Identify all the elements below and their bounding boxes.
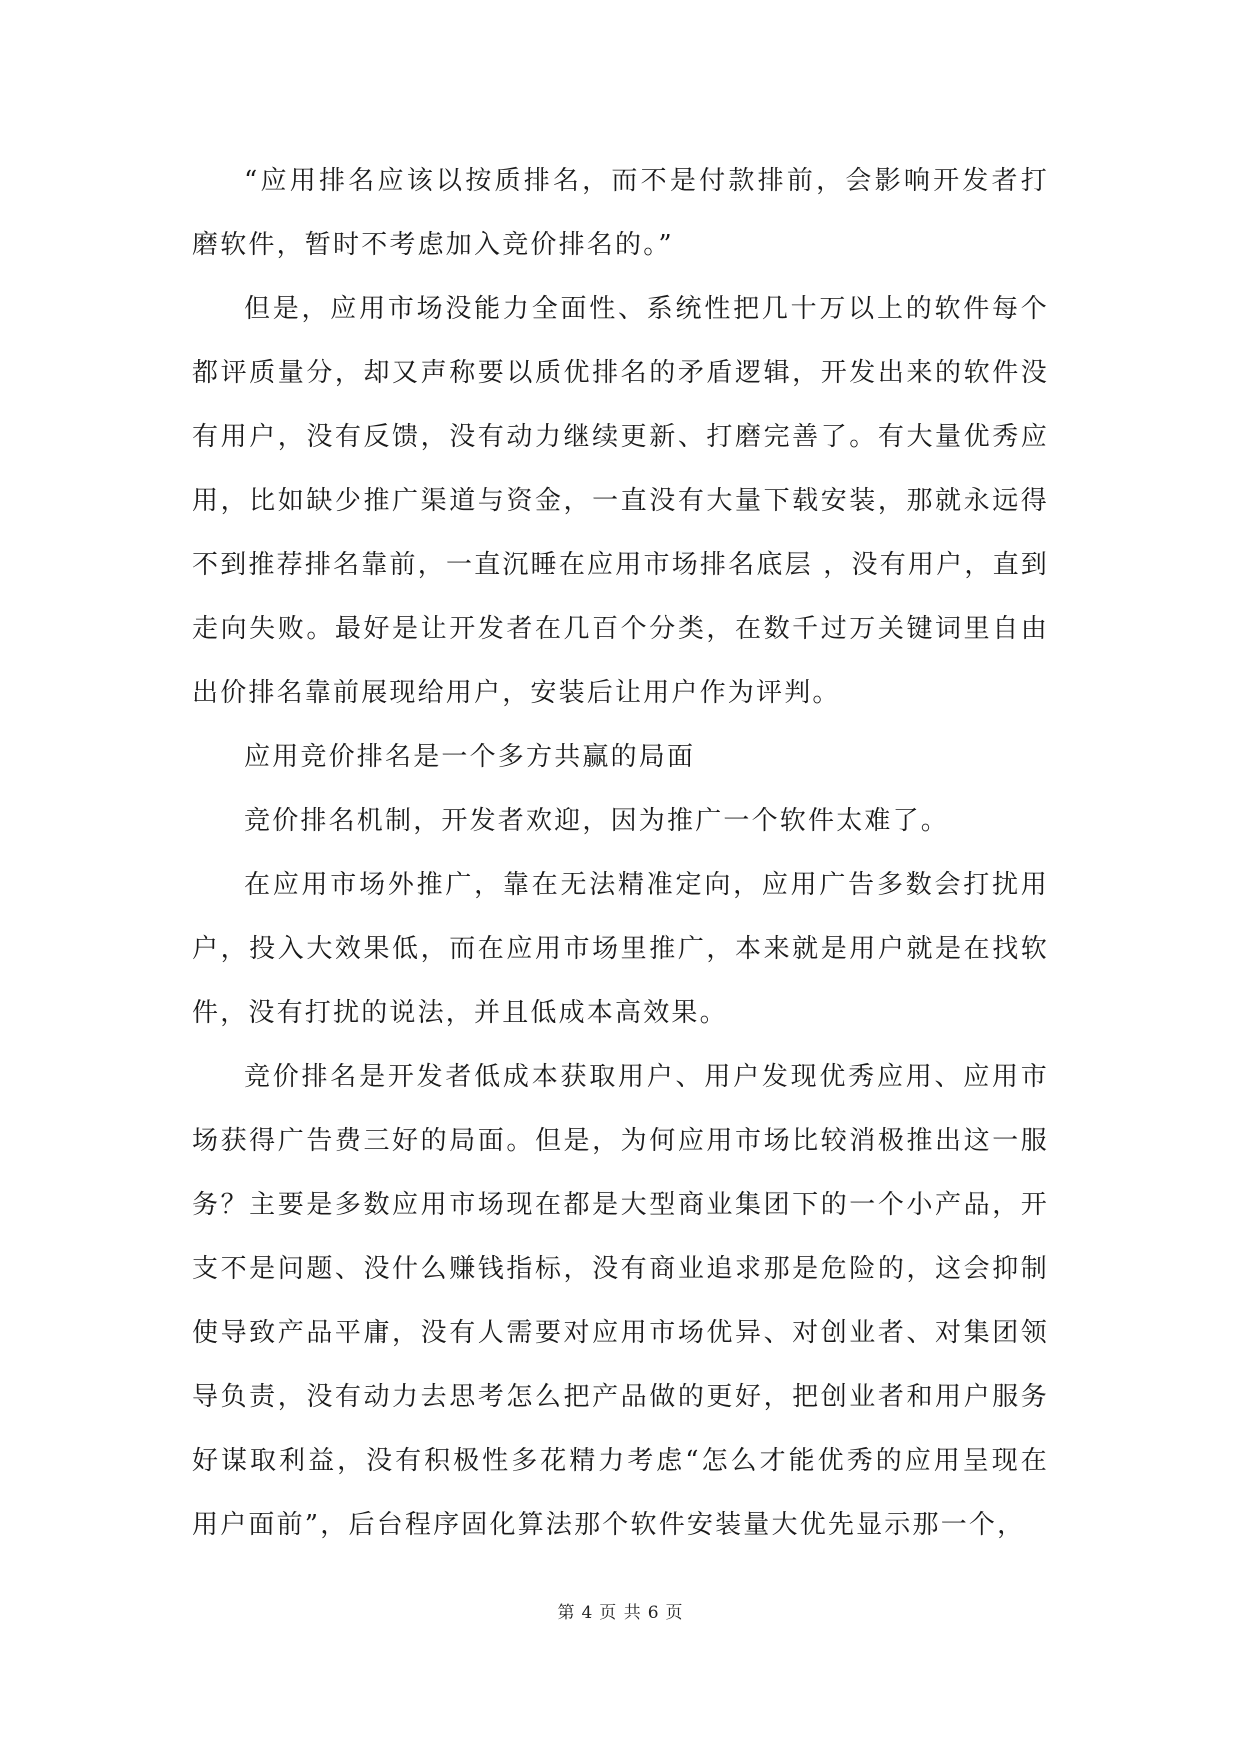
page-footer xyxy=(0,1598,1241,1623)
paragraph: 但是，应用市场没能力全面性、系统性把几十万以上的软件每个都评质量分，却又声称要以质优排名的矛盾逻辑，开发出来的软件没有用户，没有反馈，没有动力继续更新、打磨完善了。有大量优秀应用，比如缺少推广渠道与资金，一直没有大量下载安装，那就永远得不到推荐排名靠前，一直沉睡在应用市场排名底层 ，没有用户，直到走向失败。最好是让开发者在几百个分类，在数千过万关键词里自由出价排名靠前展现给用户，安装后让用户作为评判。 xyxy=(192,294,1049,708)
paragraph: 竞价排名是开发者低成本获取用户、用户发现优秀应用、应用市场获得广告费三好的局面。但是，为何应用市场比较消极推出这一服务？主要是多数应用市场现在都是大型商业集团下的一个小产品，开支不是问题、没什么赚钱指标，没有商业追求那是危险的，这会抑制使导致产品平庸，没有人需要对应用市场优异、对创业者、对集团领导负责，没有动力去思考怎么把产品做的更好，把创业者和用户服务好谋取利益，没有积极性多花精力考虑“怎么才能优秀的应用呈现在用户面前”，后台程序固化算法那个软件安装量大优先显示那一个， xyxy=(192,1062,1049,1540)
footer-middle: 页 共 xyxy=(599,1603,642,1623)
document-body xyxy=(192,149,1049,1557)
paragraph: “应用排名应该以按质排名，而不是付款排前，会影响开发者打磨软件，暂时不考虑加入竞价排名的。” xyxy=(192,166,1049,260)
paragraph: 在应用市场外推广，靠在无法精准定向，应用广告多数会打扰用户，投入大效果低，而在应用市场里推广，本来就是用户就是在找软件，没有打扰的说法，并且低成本高效果。 xyxy=(192,870,1049,1028)
footer-prefix: 第 xyxy=(557,1603,576,1623)
page-number-current: 4 xyxy=(581,1603,594,1623)
paragraph: 竞价排名机制，开发者欢迎，因为推广一个软件太难了。 xyxy=(244,806,950,836)
footer-suffix: 页 xyxy=(665,1603,684,1623)
section-heading: 应用竞价排名是一个多方共赢的局面 xyxy=(244,742,696,772)
page-number-total: 6 xyxy=(647,1603,660,1623)
